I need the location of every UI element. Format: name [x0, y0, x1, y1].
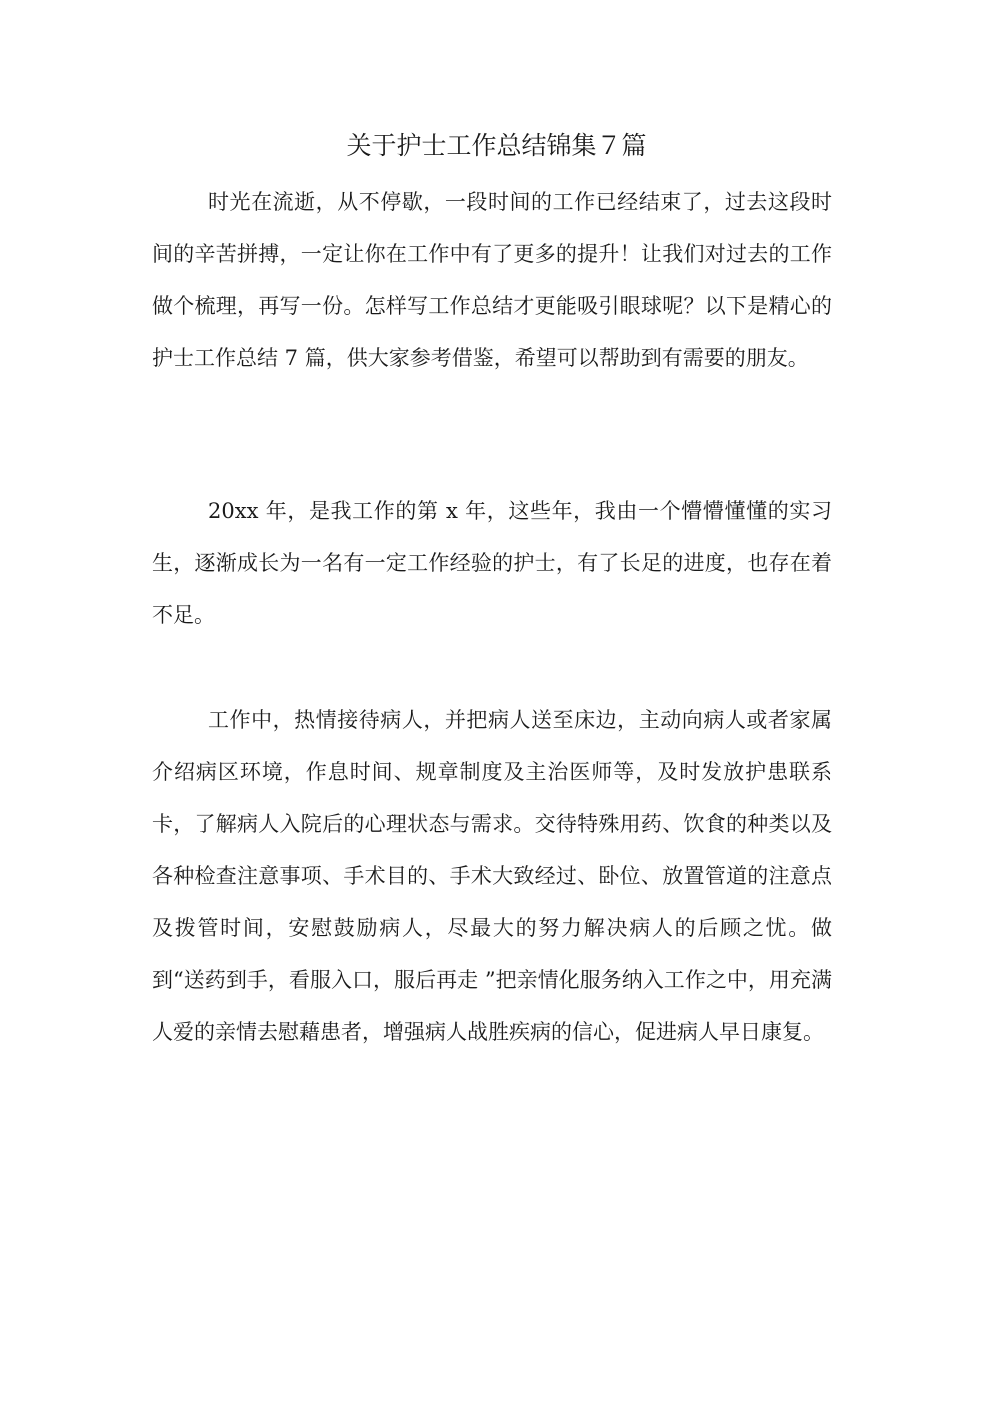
body-paragraph-experience: 20xx 年，是我工作的第 x 年，这些年，我由一个懵懵懂懂的实习生，逐渐成长为一名有一定工作经验的护士，有了长足的进度，也存在着不足。	[152, 499, 832, 627]
intro-paragraph: 时光在流逝，从不停歇，一段时间的工作已经结束了，过去这段时间的辛苦拼搏，一定让你在工作中有了更多的提升！让我们对过去的工作做个梳理，再写一份。怎样写工作总结才更能吸引眼球呢？以下是精心的护士工作总结 7 篇，供大家参考借鉴，希望可以帮助到有需要的朋友。	[152, 190, 832, 370]
document-title: 关于护士工作总结锦集７篇	[346, 131, 647, 160]
body-paragraph-duties: 工作中，热情接待病人，并把病人送至床边，主动向病人或者家属介绍病区环境，作息时间、规章制度及主治医师等，及时发放护患联系卡，了解病人入院后的心理状态与需求。交待特殊用药、饮食的种类以及各种检查注意事项、手术目的、手术大致经过、卧位、放置管道的注意点及拨管时间，安慰鼓励病人，尽最大的努力解决病人的后顾之忧。做到“送药到手，看服入口，服后再走 ”把亲情化服务纳入工作之中，用充满人爱的亲情去慰藉患者，增强病人战胜疾病的信心，促进病人早日康复。	[152, 708, 832, 1044]
